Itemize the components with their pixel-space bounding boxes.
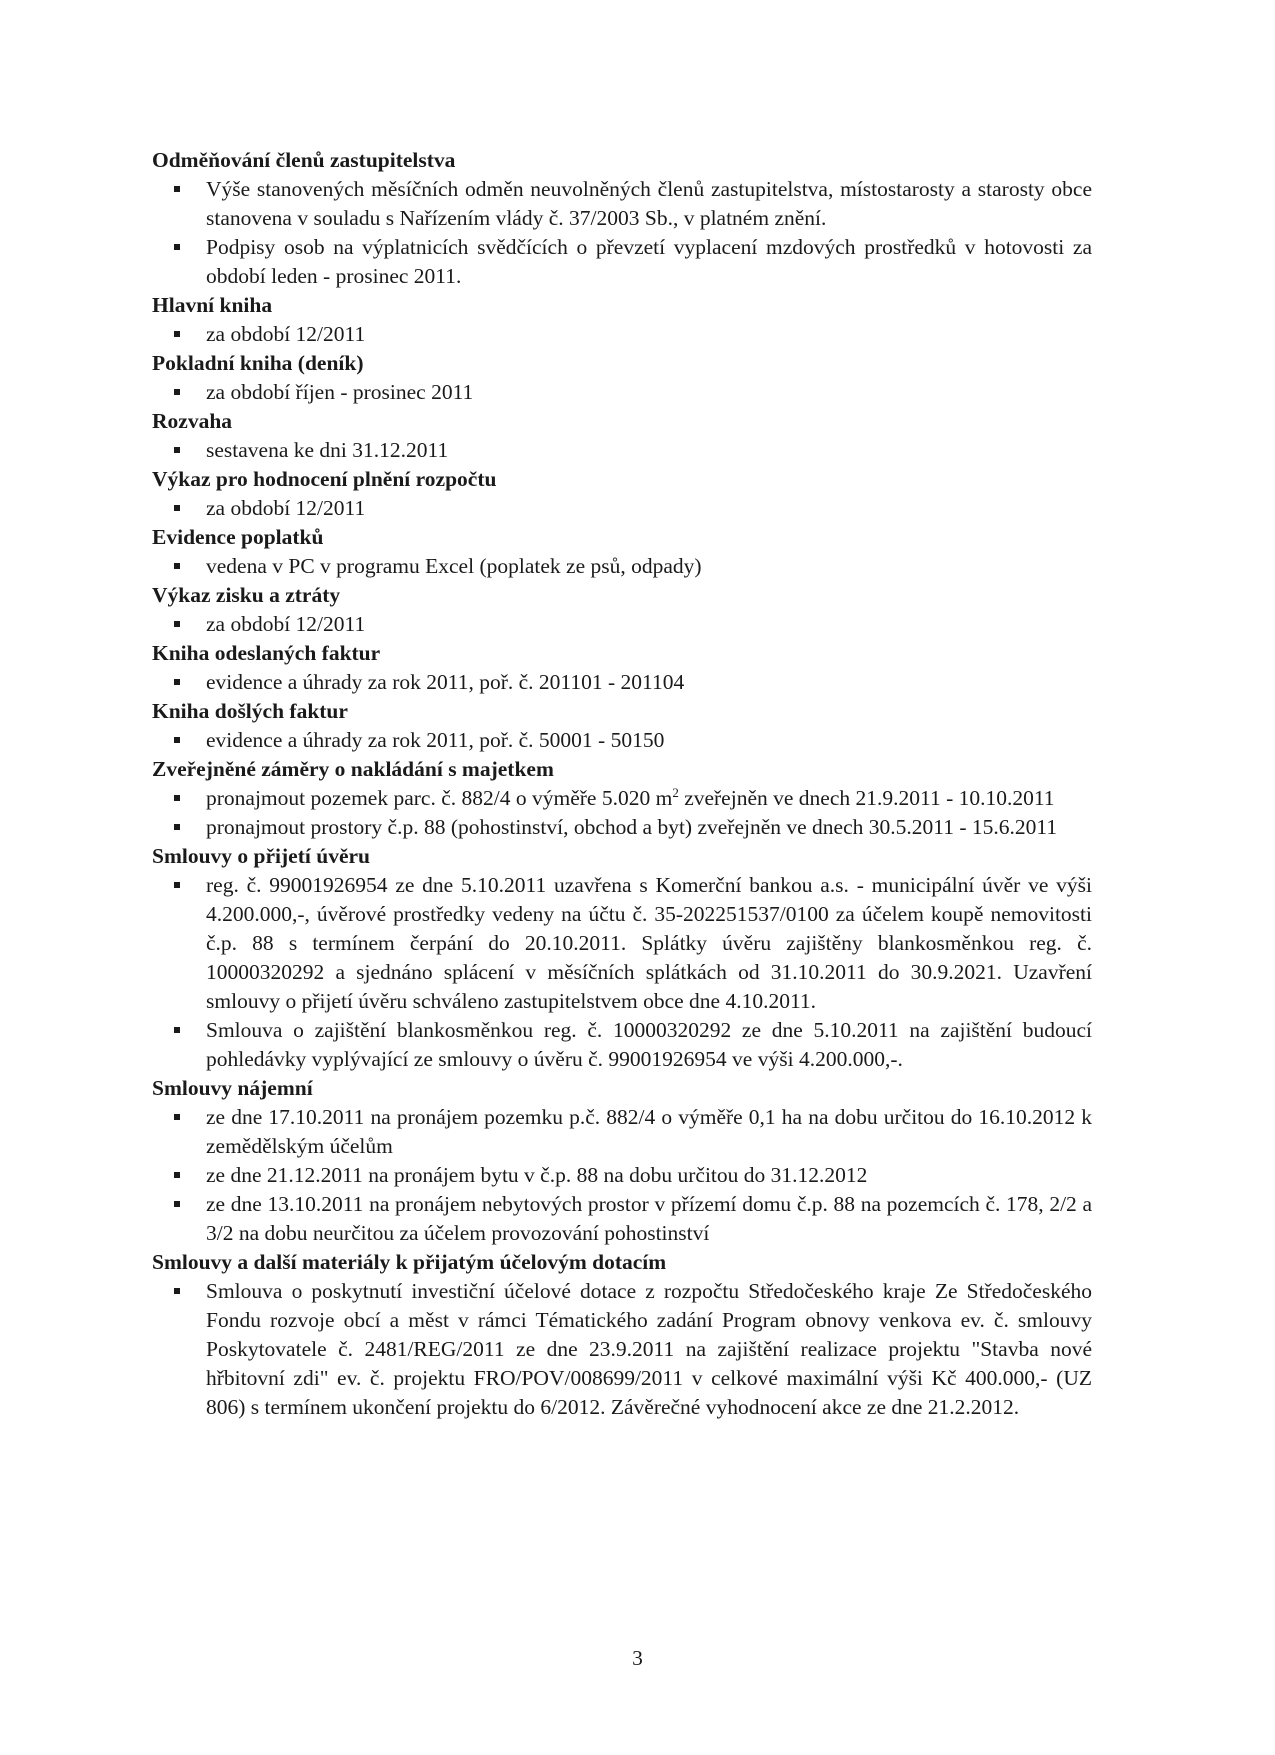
list-item: Výše stanovených měsíčních odměn neuvolněných členů zastupitelstva, místostarosty a starosty obce stanovena v souladu s Nařízením vlády č. 37/2003 Sb., v platném znění. [152,175,1092,233]
section-heading: Rozvaha [152,409,233,433]
section-heading: Zveřejněné záměry o nakládání s majetkem [152,757,554,781]
item-list [152,668,1092,697]
section-heading: Výkaz pro hodnocení plnění rozpočtu [152,467,497,491]
list-item: za období 12/2011 [152,320,1092,349]
item-text: pronajmout pozemek parc. č. 882/4 o výměře 5.020 m [206,786,673,810]
item-list [152,436,1092,465]
section-heading: Smlouvy o přijetí úvěru [152,844,370,868]
item-list [152,378,1092,407]
section-heading: Smlouvy a další materiály k přijatým účelovým dotacím [152,1250,667,1274]
list-item: Smlouva o poskytnutí investiční účelové dotace z rozpočtu Středočeského kraje Ze Středočeského Fondu rozvoje obcí a měst v rámci Tématického zadání Program obnovy venkova ev. č. smlouvy Poskytovatele č. 2481/REG/2011 ze dne 23.9.2011 na zajištění realizace projektu "Stavba nové hřbitovní zdi" ev. č. projektu FRO/POV/008699/2011 v celkové maximální výši Kč 400.000,- (UZ 806) s termínem ukončení projektu do 6/2012. Závěrečné vyhodnocení akce ze dne 21.2.2012. [152,1277,1092,1422]
list-item: evidence a úhrady za rok 2011, poř. č. 50001 - 50150 [152,726,1092,755]
list-item [152,784,1092,813]
section-heading: Odměňování členů zastupitelstva [152,148,456,172]
page-number: 3 [632,1646,643,1670]
list-item: sestavena ke dni 31.12.2011 [152,436,1092,465]
item-text: zveřejněn ve dnech 21.9.2011 - 10.10.2011 [678,786,1055,810]
section-heading: Kniha odeslaných faktur [152,641,381,665]
item-list [152,320,1092,349]
list-item: za období říjen - prosinec 2011 [152,378,1092,407]
list-item: Podpisy osob na výplatnicích svědčících o převzetí vyplacení mzdových prostředků v hotovosti za období leden - prosinec 2011. [152,233,1092,291]
list-item: ze dne 17.10.2011 na pronájem pozemku p.č. 882/4 o výměře 0,1 ha na dobu určitou do 16.10.2012 k zemědělským účelům [152,1103,1092,1161]
item-list [152,610,1092,639]
item-list [152,1103,1092,1248]
list-item: Smlouva o zajištění blankosměnkou reg. č. 10000320292 ze dne 5.10.2011 na zajištění budoucí pohledávky vyplývající ze smlouvy o úvěru č. 99001926954 ve výši 4.200.000,-. [152,1016,1092,1074]
list-item: za období 12/2011 [152,494,1092,523]
section-heading: Smlouvy nájemní [152,1076,313,1100]
list-item: za období 12/2011 [152,610,1092,639]
item-list [152,726,1092,755]
list-item: reg. č. 99001926954 ze dne 5.10.2011 uzavřena s Komerční bankou a.s. - municipální úvěr ve výši 4.200.000,-, úvěrové prostředky vedeny na účtu č. 35-202251537/0100 za účelem koupě nemovitosti č.p. 88 s termínem čerpání do 20.10.2011. Splátky úvěru zajištěny blankosměnkou reg. č. 10000320292 a sjednáno splácení v měsíčních splátkách od 31.10.2011 do 30.9.2021. Uzavření smlouvy o přijetí úvěru schváleno zastupitelstvem obce dne 4.10.2011. [152,871,1092,1016]
item-list [152,871,1092,1074]
list-item: ze dne 13.10.2011 na pronájem nebytových prostor v přízemí domu č.p. 88 na pozemcích č. 178, 2/2 a 3/2 na dobu neurčitou za účelem provozování pohostinství [152,1190,1092,1248]
item-list [152,494,1092,523]
section-heading: Pokladní kniha (deník) [152,351,364,375]
section-heading: Evidence poplatků [152,525,324,549]
item-list [152,175,1092,291]
section-heading: Výkaz zisku a ztráty [152,583,341,607]
list-item: pronajmout prostory č.p. 88 (pohostinství, obchod a byt) zveřejněn ve dnech 30.5.2011 - 15.6.2011 [152,813,1092,842]
list-item: vedena v PC v programu Excel (poplatek ze psů, odpady) [152,552,1092,581]
superscript: 2 [672,784,679,800]
item-list [152,1277,1092,1422]
list-item: ze dne 21.12.2011 na pronájem bytu v č.p. 88 na dobu určitou do 31.12.2012 [152,1161,1092,1190]
section-heading: Kniha došlých faktur [152,699,348,723]
item-list [152,552,1092,581]
item-list [152,784,1092,842]
document-body [152,146,1092,1422]
list-item: evidence a úhrady za rok 2011, poř. č. 201101 - 201104 [152,668,1092,697]
section-heading: Hlavní kniha [152,293,273,317]
